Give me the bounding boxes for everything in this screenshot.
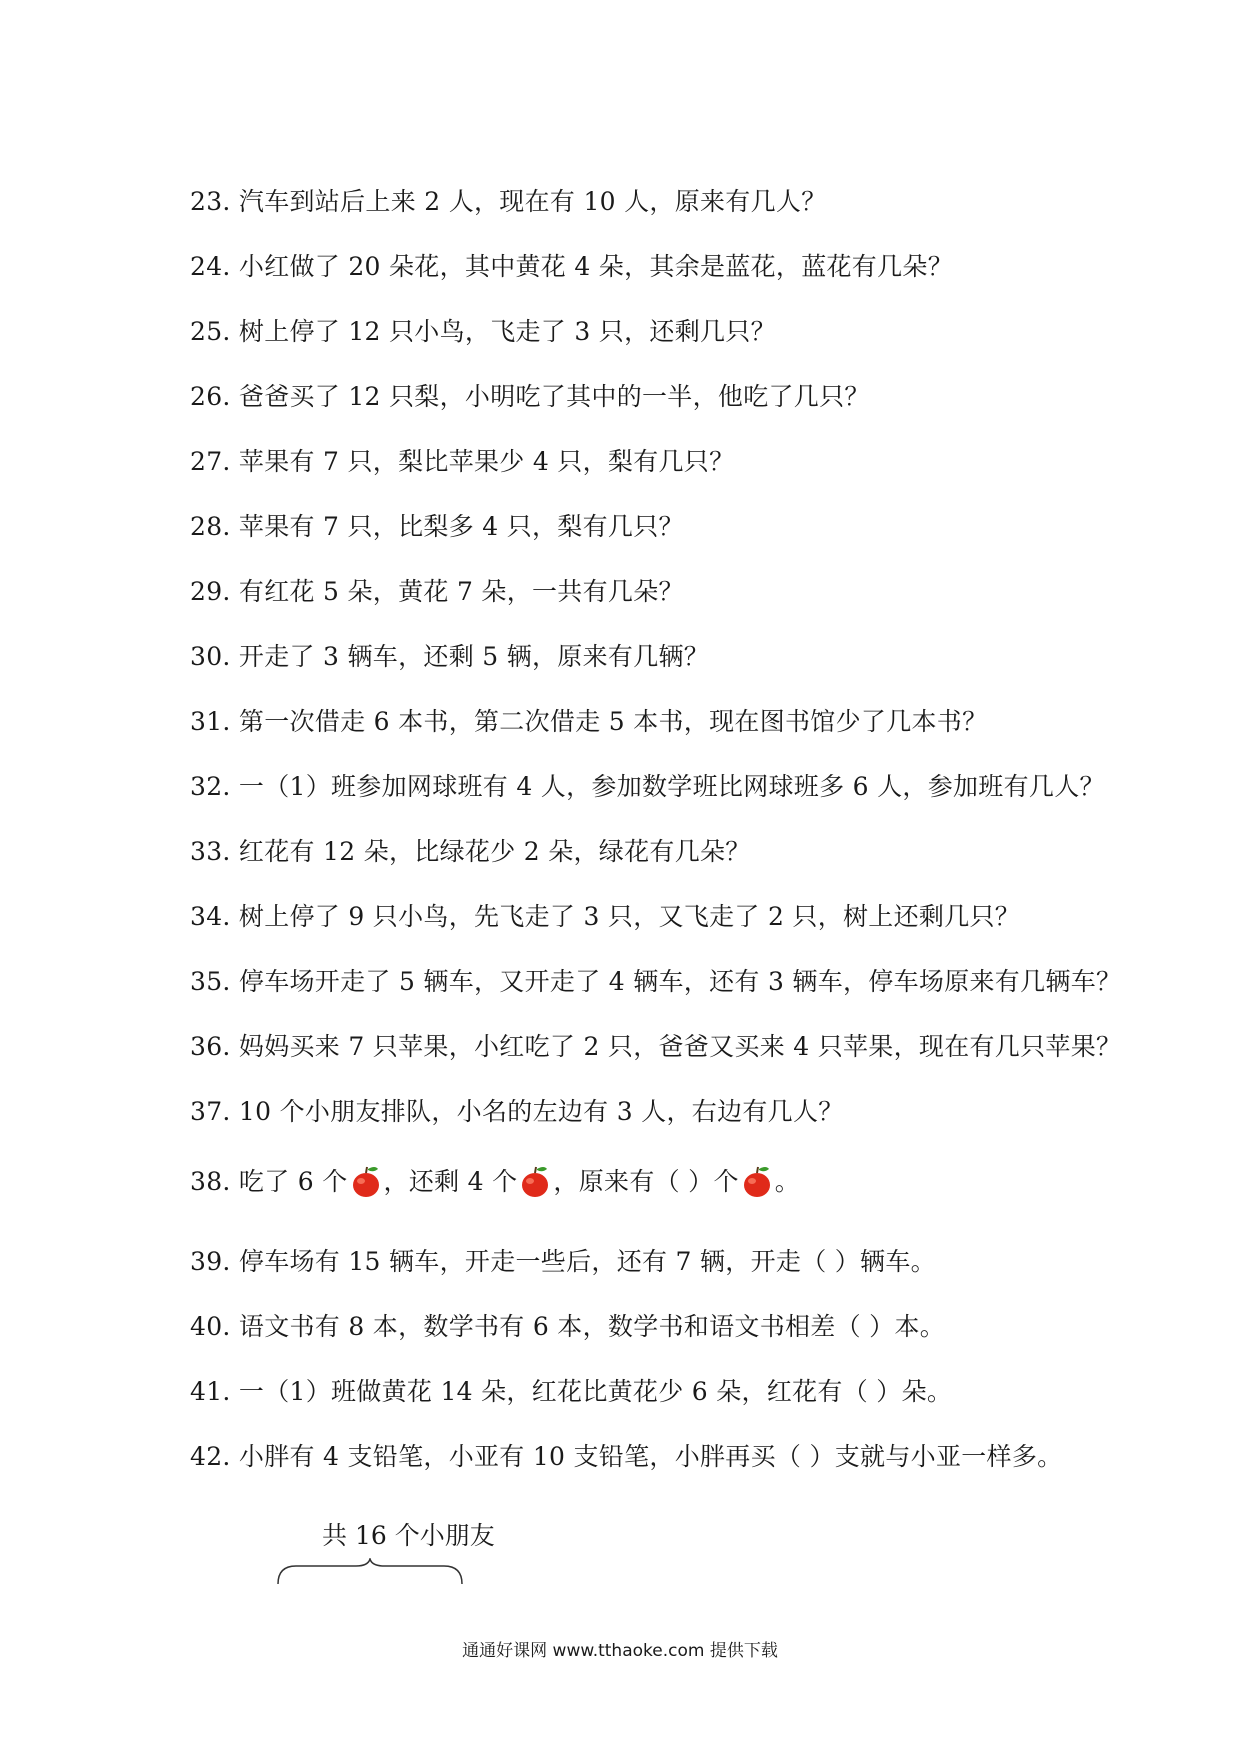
- question-38-part4: 。: [774, 1167, 801, 1196]
- question-41: 41. 一（1）班做黄花 14 朵，红花比黄花少 6 朵，红花有（ ）朵。: [190, 1377, 953, 1406]
- question-37: 37. 10 个小朋友排队，小名的左边有 3 人，右边有几人？: [190, 1097, 844, 1126]
- question-28: 28. 苹果有 7 只，比梨多 4 只，梨有几只？: [190, 512, 684, 541]
- apple-icon: [519, 1164, 551, 1198]
- diagram-total-label: 共 16 个小朋友: [322, 1521, 495, 1550]
- question-25: 25. 树上停了 12 只小鸟，飞走了 3 只，还剩几只？: [190, 317, 776, 346]
- question-24: 24. 小红做了 20 朵花，其中黄花 4 朵，其余是蓝花，蓝花有几朵？: [190, 252, 954, 281]
- question-36: 36. 妈妈买来 7 只苹果，小红吃了 2 只，爸爸又买来 4 只苹果，现在有几只苹果？: [190, 1032, 1122, 1061]
- question-40: 40. 语文书有 8 本，数学书有 6 本，数学书和语文书相差（ ）本。: [190, 1312, 946, 1341]
- question-38-part2: ，还剩 4 个: [383, 1167, 518, 1196]
- question-32: 32. 一（1）班参加网球班有 4 人，参加数学班比网球班多 6 人，参加班有几人？: [190, 772, 1105, 801]
- question-30: 30. 开走了 3 辆车，还剩 5 辆，原来有几辆？: [190, 642, 710, 671]
- question-42: 42. 小胖有 4 支铅笔，小亚有 10 支铅笔，小胖再买（ ）支就与小亚一样多。: [190, 1442, 1063, 1471]
- curly-brace: [276, 1558, 466, 1588]
- question-27: 27. 苹果有 7 只，梨比苹果少 4 只，梨有几只？: [190, 447, 735, 476]
- question-35: 35. 停车场开走了 5 辆车，又开走了 4 辆车，还有 3 辆车，停车场原来有几辆车？: [190, 967, 1122, 996]
- question-38-part3: ，原来有（ ）个: [553, 1167, 739, 1196]
- question-29: 29. 有红花 5 朵，黄花 7 朵，一共有几朵？: [190, 577, 684, 606]
- question-39: 39. 停车场有 15 辆车，开走一些后，还有 7 辆，开走（ ）辆车。: [190, 1247, 936, 1276]
- question-31: 31. 第一次借走 6 本书，第二次借走 5 本书，现在图书馆少了几本书？: [190, 707, 988, 736]
- question-33: 33. 红花有 12 朵，比绿花少 2 朵，绿花有几朵？: [190, 837, 751, 866]
- question-34: 34. 树上停了 9 只小鸟，先飞走了 3 只，又飞走了 2 只，树上还剩几只？: [190, 902, 1021, 931]
- question-23: 23. 汽车到站后上来 2 人，现在有 10 人，原来有几人？: [190, 187, 827, 216]
- apple-icon: [350, 1164, 382, 1198]
- question-38-part1: 38. 吃了 6 个: [190, 1167, 348, 1196]
- question-38: [190, 1164, 800, 1198]
- question-26: 26. 爸爸买了 12 只梨，小明吃了其中的一半，他吃了几只？: [190, 382, 870, 411]
- footer-source: 通通好课网 www.tthaoke.com 提供下载: [462, 1641, 778, 1661]
- apple-icon: [741, 1164, 773, 1198]
